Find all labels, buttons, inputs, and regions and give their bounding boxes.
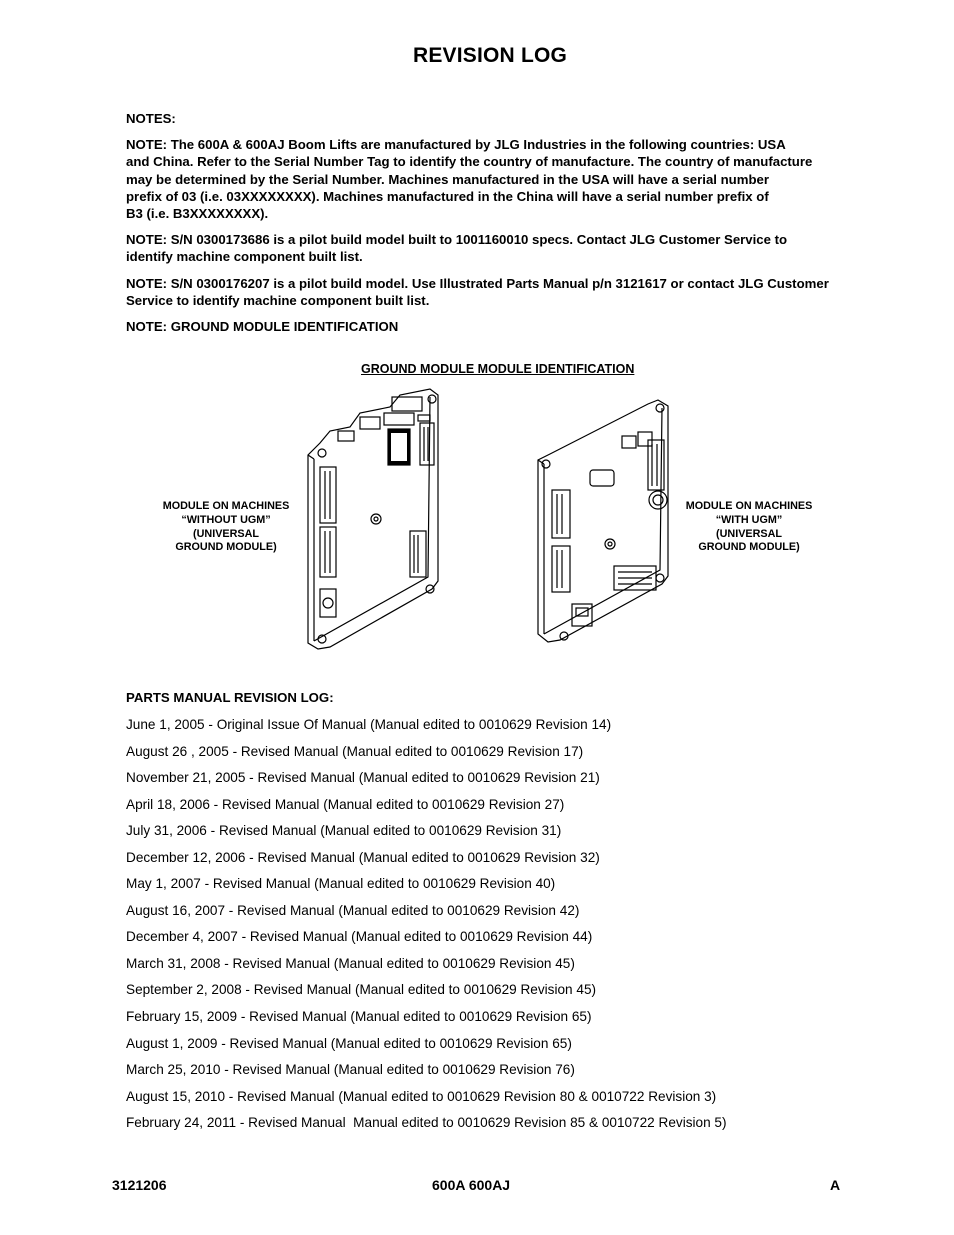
right-module-label	[673, 500, 825, 555]
ground-module-with-ugm-drawing	[530, 398, 675, 648]
footer-revision: A	[830, 1177, 841, 1193]
revision-log-entry: December 12, 2006 - Revised Manual (Manual edited to 0010629 Revision 32)	[126, 849, 600, 865]
label-line: “WITH UGM”	[715, 513, 783, 526]
note-line: NOTE: S/N 0300176207 is a pilot build model. Use Illustrated Parts Manual p/n 3121617 or contact JLG Customer	[126, 275, 829, 291]
notes-section	[126, 110, 886, 344]
revision-log-entry: March 25, 2010 - Revised Manual (Manual edited to 0010629 Revision 76)	[126, 1062, 575, 1078]
note-pilot-build-1	[126, 231, 886, 265]
left-module-label	[150, 500, 302, 555]
note-ground-module: NOTE: GROUND MODULE IDENTIFICATION	[126, 319, 399, 335]
notes-heading: NOTES:	[126, 111, 176, 126]
revision-log-entry: August 26 , 2005 - Revised Manual (Manual edited to 0010629 Revision 17)	[126, 743, 584, 759]
label-line: GROUND MODULE)	[175, 541, 277, 554]
note-line: NOTE: S/N 0300173686 is a pilot build model built to 1001160010 specs. Contact JLG Customer Service to	[126, 232, 788, 248]
footer-doc-number: 3121206	[112, 1177, 167, 1193]
figure-title: GROUND MODULE MODULE IDENTIFICATION	[361, 362, 635, 376]
note-line: may be determined by the Serial Number. Machines manufactured in the USA will have a serial number	[126, 171, 769, 187]
revision-log-list	[126, 715, 727, 1140]
note-line: identify machine component built list.	[126, 249, 363, 265]
note-pilot-build-2	[126, 275, 886, 309]
note-line: prefix of 03 (i.e. 03XXXXXXXX). Machines manufactured in the China will have a serial number prefix of	[126, 188, 769, 204]
label-line: “WITHOUT UGM”	[181, 513, 271, 526]
revision-log-entry: August 15, 2010 - Revised Manual (Manual edited to 0010629 Revision 80 & 0010722 Revision 3)	[126, 1088, 717, 1104]
label-line: GROUND MODULE)	[698, 541, 800, 554]
ground-module-without-ugm-drawing	[300, 385, 450, 655]
note-line: Service to identify machine component built list.	[126, 292, 430, 308]
revision-log-entry: February 15, 2009 - Revised Manual (Manual edited to 0010629 Revision 65)	[126, 1009, 592, 1025]
revision-log-heading: PARTS MANUAL REVISION LOG:	[126, 690, 334, 705]
page-title: REVISION LOG	[412, 44, 568, 67]
revision-log-entry: March 31, 2008 - Revised Manual (Manual edited to 0010629 Revision 45)	[126, 955, 575, 971]
note-line: B3 (i.e. B3XXXXXXXX).	[126, 206, 269, 222]
revision-log-entry: April 18, 2006 - Revised Manual (Manual edited to 0010629 Revision 27)	[126, 796, 565, 812]
note-country-of-manufacture	[126, 136, 886, 222]
label-line: MODULE ON MACHINES	[162, 500, 290, 512]
revision-log-entry: May 1, 2007 - Revised Manual (Manual edited to 0010629 Revision 40)	[126, 876, 556, 892]
revision-log-entry: July 31, 2006 - Revised Manual (Manual edited to 0010629 Revision 31)	[126, 823, 562, 839]
revision-log-entry: December 4, 2007 - Revised Manual (Manual edited to 0010629 Revision 44)	[126, 929, 593, 945]
revision-log-entry: August 1, 2009 - Revised Manual (Manual edited to 0010629 Revision 65)	[126, 1035, 572, 1051]
revision-log-entry: February 24, 2011 - Revised Manual Manual edited to 0010629 Revision 85 & 0010722 Revision 5)	[126, 1115, 727, 1131]
note-line: and China. Refer to the Serial Number Tag to identify the country of manufacture. The country of manufacture	[126, 154, 813, 170]
revision-log-entry: June 1, 2005 - Original Issue Of Manual (Manual edited to 0010629 Revision 14)	[126, 717, 612, 732]
footer-model: 600A 600AJ	[432, 1177, 511, 1193]
label-line: (UNIVERSAL	[716, 527, 782, 540]
revision-log-entry: August 16, 2007 - Revised Manual (Manual edited to 0010629 Revision 42)	[126, 902, 580, 918]
revision-log-entry: November 21, 2005 - Revised Manual (Manual edited to 0010629 Revision 21)	[126, 770, 600, 786]
revision-log-entry: September 2, 2008 - Revised Manual (Manual edited to 0010629 Revision 45)	[126, 982, 597, 998]
note-line: NOTE: The 600A & 600AJ Boom Lifts are manufactured by JLG Industries in the following countries: USA	[126, 137, 786, 153]
label-line: (UNIVERSAL	[193, 527, 259, 540]
label-line: MODULE ON MACHINES	[685, 500, 813, 512]
